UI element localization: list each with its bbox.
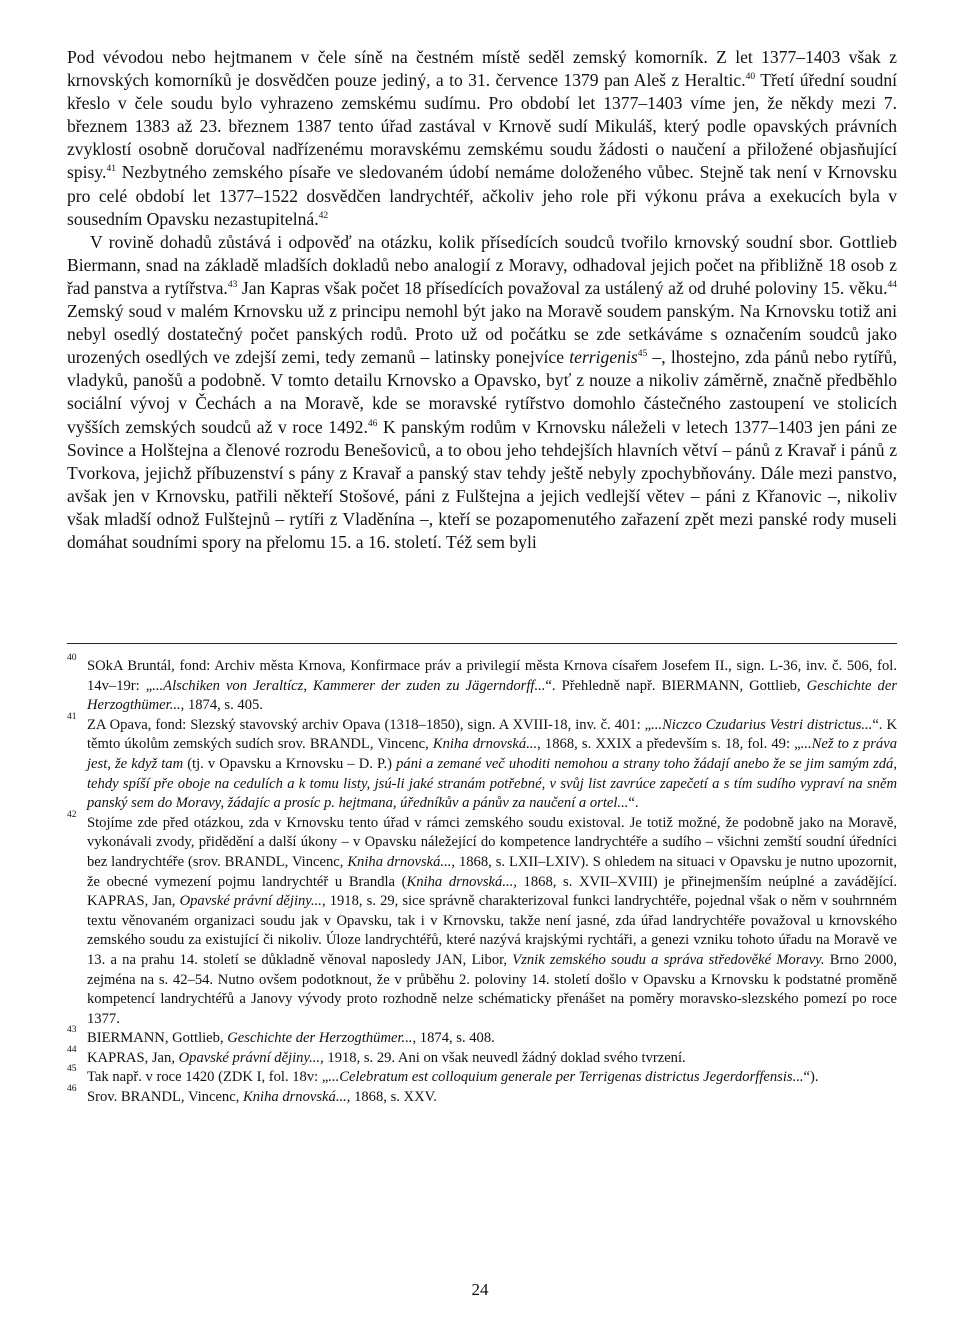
footnote: 42 Stojíme zde před otázkou, zda v Krnovsku tento úřad v rámci zemského soudu existoval. Je totiž možné, že podobně jako na Moravě, vykonávali zvody, přidědění a další úkony – v Opavsku náležející do kompetence landrychtéře a sudího – všichni zemští soudní úředníci bez landrychtéře (srov. BRANDL, Vincenc, Kniha drnovská..., 1868, s. LXII–LXIV). S ohledem na situaci v Opavsku je nutno upozornit, že obecné vymezení pojmu landrychtéř u Brandla (Kniha drnovská..., 1868, s. XVII–XVIII) je přinejmenším neúplné a zavádějící. KAPRAS, Jan, Opavské právní dějiny..., 1918, s. 29, sice správně charakterizoval funkci landrychtéře, pojednal však o něm v souhrnném textu věnovaném organizaci soudu jak v Opavsku, tak i v Krnovsku, takže není jasné, zda úřad landrychtéře považoval u krnovského zemského soudu za existující či nikoliv. Úloze landrychtéřů, které nazývá krajskými rychtáři, a genezi vzniku tohoto úřadu na Moravě ve 13. a na prahu 14. století se důkladně věnoval naposledy JAN, Libor, Vznik zemského soudu a správa středověké Moravy. Brno 2000, zejména na s. 42–54. Nutno ovšem podotknout, že v průběhu 2. poloviny 14. století došlo v Opavsku a Krnovsku k podstatné proměně kompetencí landrychtéřů a Janovy vývody proto rozhodně nelze schématicky přenášet na poměry moravsko-slezského pomezí po roce 1377. [67, 809, 897, 1027]
italic-text: Vznik zemského soudu a správa středověké Moravy. [512, 951, 825, 968]
italic-text: Kniha drnovská... [347, 853, 452, 870]
main-text [67, 46, 897, 554]
footnote-number: 46 [67, 1084, 77, 1095]
italic-text: ...Celebratum est colloquium generale per Terrigenas districtus Jegerdorffensis... [328, 1069, 804, 1086]
footnote-reference: 41 [106, 164, 116, 175]
footnote-reference: 46 [367, 418, 378, 429]
italic-text: Kniha drnovská... [432, 736, 538, 753]
italic-text: páni a zemané več uhoditi nemohou a strany toho žádají anebo že se jim samým zdá, tehdy spíší pře oboje na cedulích a k tomu listy, jsú-li jaké stranám potřebné, v svůj list zavrúce zapečetí a s tím sudího vypraví na sněm panský sem do Moravy, žádajíc a prosíc p. hejtmana, úředníkův a pánův za naučení a ortel... [87, 755, 898, 812]
footnote: 40 SOkA Bruntál, fond: Archiv města Krnova, Konfirmace práv a privilegií města Krnova císařem Josefem II., sign. L-36, inv. č. 506, fol. 14v–19r: „...Alschiken von Jeraltícz, Kammerer der zuden zu Jägerndorff...“. Přehledně např. BIERMANN, Gottlieb, Geschichte der Herzogthümer..., 1874, s. 405. [67, 653, 898, 714]
footnote-number: 43 [67, 1025, 77, 1036]
footnote: 41 ZA Opava, fond: Slezský stavovský archiv Opava (1318–1850), sign. A XVIII-18, inv. č. 401: „...Niczco Czudarius Vestri districtus...“. K těmto úkolům zemských sudích srov. BRANDL, Vincenc, Kniha drnovská..., 1868, s. XXIX a především s. 18, fol. 49: „...Než to z práva jest, že když tam (tj. v Opavsku a Krnovsku – D. P.) páni a zemané več uhoditi nemohou a strany toho žádají anebo že se jim samým zdá, tehdy spíší pře oboje na cedulích a k tomu listy, jsú-li jaké stranám potřebné, v svůj list zavrúce zapečetí a s tím sudího vypraví na sněm panský sem do Moravy, žádajíc a prosíc p. hejtmana, úředníkův a pánův za naučení a ortel...“. [67, 711, 898, 812]
italic-text: Opavské právní dějiny... [178, 1049, 321, 1066]
italic-text: Geschichte der Herzogthümer... [87, 677, 898, 714]
footnote-number: 40 [67, 653, 77, 663]
paragraph: V rovině dohadů zůstává i odpověď na otázku, kolik přísedících soudců tvořilo krnovský soudní sbor. Gottlieb Biermann, snad na základě mladších dokladů nebo analogií z Moravy, odhadoval jejich počet na přibližně 18 osob z řad panstva a rytířstva.$^{43}$ Jan Kapras však počet 18 přísedících považoval za ustálený až od druhé poloviny 15. věku.$^{44}$ Zemský soud v malém Krnovsku už z principu nemohl být jako na Moravě soudem panským. Na Krnovsku totiž ani nebyl osedlý dostatečný počet panských rodů. Proto už od počátku se zde setkáváme s označením soudců jako urozených osedlých ve zdejší zemi, tedy zemanů – latinsky ponejvíce terrigenis$^{45}$ –, lhostejno, zda pánů nebo rytířů, vladyků, panošů a podobně. V tomto detailu Krnovsko a Opavsko, byť z nouze a nikoliv záměrně, značně předběhlo sociální vývoj v Čechách a na Moravě, kde se moravské rytířstvo domohlo částečného zastoupení ve stolicích vyšších zemských soudců až v roce 1492.46 K panským rodům v Krnovsku náleželi v letech 1377–1403 jen páni ze Sovince a Holštejna a členové rozrodu Benešoviců, a to obou jeho tehdejších hlavních větví – pánů z Kravař i pánů z Tvorkova, jejichž příbuzenství s pány z Kravař a panský stav tehdy ještě nebyly zpochybňovány. Dále mezi panstvo, avšak jen v Krnovsku, patřili někteří Stošové, páni z Fulštejna a jejich vedlejší větev – páni z Křanovic –, nikoliv však mladší odnož Fulštejnů – rytíři z Vladěnína –, kteří se pozapomenutého zařazení zpět mezi panské rody museli domáhat soudními spory na přelomu 15. a 16. století. Též sem byli [67, 231, 897, 552]
italic-text: ...Alschiken von Jeraltícz, Kammerer der zuden zu Jägerndorff... [152, 677, 546, 694]
footnote-reference: 44 [887, 279, 897, 290]
italic-text: Geschichte der Herzogthümer... [227, 1030, 413, 1047]
footnote-number: 42 [67, 809, 77, 820]
footnote-reference: 42 [318, 210, 329, 221]
italic-text: ...Než to z práva jest, že když tam [87, 736, 897, 772]
footnote: 46 Srov. BRANDL, Vincenc, Kniha drnovská..., 1868, s. XXV. [67, 1084, 437, 1106]
footnote: 43 BIERMANN, Gottlieb, Geschichte der Herzogthümer..., 1874, s. 408. [67, 1025, 495, 1047]
footnote-reference: 43 [227, 279, 238, 290]
paragraph: Pod vévodou nebo hejtmanem v čele síně na čestném místě seděl zemský komorník. Z let 1377–1403 však z krnovských komorníků je dosvědčen pouze jediný, a to 31. července 1379 pan Aleš z Heraltic.$^{40}$ Třetí úřední soudní křeslo v čele soudu bylo vyhrazeno zemskému sudímu. Pro období let 1377–1403 víme jen, že někdy mezi 7. březnem 1383 až 23. březnem 1387 tento úřad zastával v Krnově sudí Mikuláš, který podle opavských právních zvyklostí osobně doručoval nadřízenému moravskému zemskému soudu žádosti o naučení a přiložené objasňující spisy.$^{41}$ Nezbytného zemského písaře ve sledovaném údobí nemáme doloženého vůbec. Stejně tak není v Krnovsku pro celé období let 1377–1522 dosvědčen landrychtéř, ačkoliv jeho role při výkonu práva a exekucích byla v sousedním Opavsku nezastupitelná.$^{42}$ [67, 47, 898, 229]
footnote-reference: 40 [745, 72, 756, 83]
footnote-number: 41 [67, 711, 77, 722]
italic-text: ...Niczco Czudarius Vestri districtus... [651, 716, 873, 733]
italic-text: Kniha drnovská... [243, 1089, 347, 1106]
italic-text: Opavské právní dějiny... [179, 893, 322, 910]
footnote-number: 44 [67, 1044, 77, 1055]
footnotes [67, 653, 898, 1108]
footnote-number: 45 [67, 1064, 77, 1075]
footnote-divider [67, 643, 897, 644]
footnote-reference: 45 [637, 349, 648, 360]
italic-text: Kniha drnovská... [406, 873, 514, 890]
page-number: 24 [471, 1280, 489, 1299]
footnote: 45 Tak např. v roce 1420 (ZDK I, fol. 18v: „...Celebratum est colloquium generale per Terrigenas districtus Jegerdorffensis...“). [67, 1064, 819, 1086]
footnote: 44 KAPRAS, Jan, Opavské právní dějiny..., 1918, s. 29. Ani on však neuvedl žádný doklad svého tvrzení. [67, 1044, 686, 1066]
italic-text: terrigenis [569, 347, 638, 368]
